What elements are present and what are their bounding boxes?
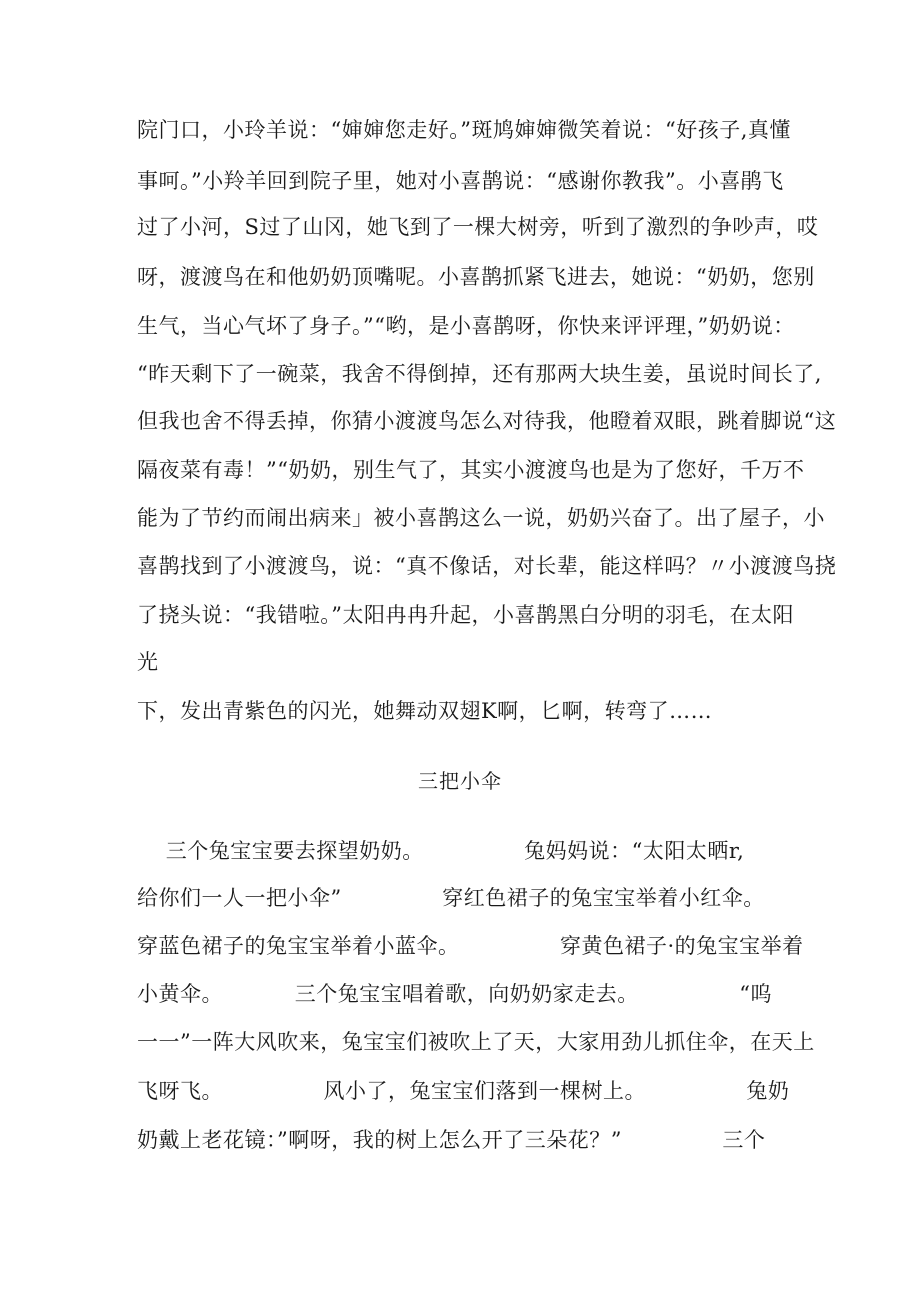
story2-line: 小黄伞。 三个兔宝宝唱着歌，向奶奶家走去。 “呜 bbox=[137, 982, 772, 1006]
story1-line: 喜鹊找到了小渡渡鸟，说：“真不像话，对长辈，能这样吗？〃小渡渡鸟挠 bbox=[137, 554, 837, 578]
story1-line: 事呵。”小羚羊回到院子里，她对小喜鹊说：“感谢你教我”。小喜鹃飞 bbox=[137, 169, 784, 193]
story1-line: 下，发出青紫色的闪光，她舞动双翅K啊，匕啊，转弯了…… bbox=[137, 699, 713, 723]
story1-line: 生气，当心气坏了身子。”“哟，是小喜鹊呀，你快来评评理，”奶奶说： bbox=[137, 314, 795, 338]
story1-line: 过了小河，S过了山冈，她飞到了一棵大树旁，听到了激烈的争吵声，哎 bbox=[137, 215, 819, 239]
story1-line: 能为了节约而闹出病来」被小喜鹊这么一说，奶奶兴奋了。出了屋子，小 bbox=[137, 506, 825, 530]
story1-line: 隔夜菜有毒！”“奶奶，别生气了，其实小渡渡鸟也是为了您好，千万不 bbox=[137, 458, 805, 482]
story1-line: 光 bbox=[137, 650, 159, 674]
story2-line: 穿蓝色裙子的兔宝宝举着小蓝伞。 穿黄色裙子·的兔宝宝举着 bbox=[137, 934, 804, 958]
story2-line: 给你们一人一把小伞” 穿红色裙子的兔宝宝举着小红伞。 bbox=[137, 886, 765, 910]
story1-line: 了挠头说：“我错啦。”太阳冉冉升起，小喜鹊黑白分明的羽毛，在太阳 bbox=[137, 603, 794, 627]
story1-line: 但我也舍不得丢掉，你猜小渡渡鸟怎么对待我，他瞪着双眼，跳着脚说“这 bbox=[137, 409, 837, 433]
story1-line: 院门口，小玲羊说：“婶婶您走好。”斑鸠婶婶微笑着说：“好孩子,真懂 bbox=[137, 118, 791, 142]
story2-title: 三把小伞 bbox=[418, 769, 502, 793]
story2-line: 三个兔宝宝要去探望奶奶。 兔妈妈说：“太阳太晒r, bbox=[137, 839, 745, 863]
story2-line: 一一”一阵大风吹来，兔宝宝们被吹上了天，大家用劲儿抓住伞，在天上 bbox=[137, 1030, 815, 1054]
story2-line: 飞呀飞。 风小了，兔宝宝们落到一棵树上。 兔奶 bbox=[137, 1079, 790, 1103]
story2-line: 奶戴上老花镜：”啊呀，我的树上怎么开了三朵花？” 三个 bbox=[137, 1128, 766, 1152]
story1-line: 呀，渡渡鸟在和他奶奶顶嘴呢。小喜鹊抓紧飞进去，她说：“奶奶，您别 bbox=[137, 265, 815, 289]
story1-line: “昨天剩下了一碗菜，我舍不得倒掉，还有那两大块生姜，虽说时间长了, bbox=[137, 362, 822, 386]
